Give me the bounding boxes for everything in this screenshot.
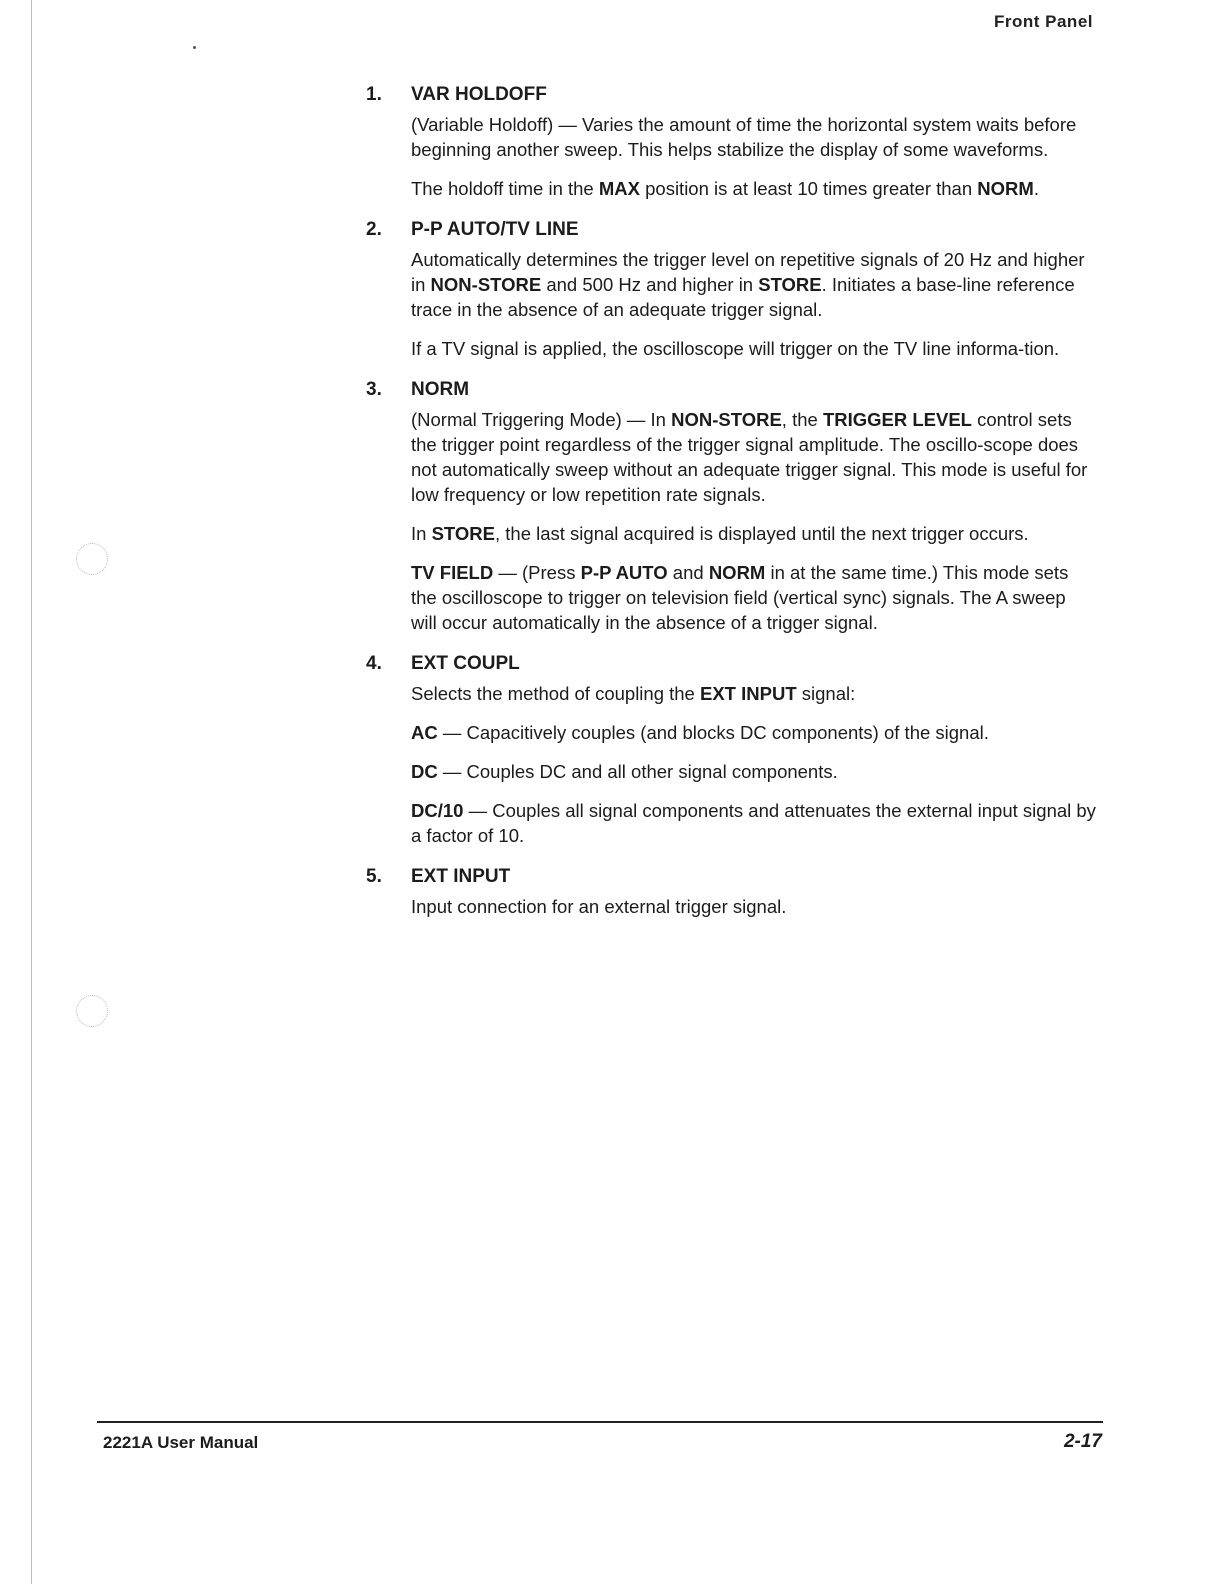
- bold-term: NORM: [977, 178, 1034, 199]
- text-run: (Normal Triggering Mode) — In: [411, 409, 672, 430]
- text-run: The holdoff time in the: [411, 178, 599, 199]
- bold-term: AC: [411, 722, 438, 743]
- punch-hole: [76, 995, 108, 1027]
- item-heading: NORM: [411, 379, 470, 400]
- text-run: — Couples all signal components and attenuates the external input signal by a factor of 10.: [411, 800, 1096, 846]
- item-paragraph: [411, 560, 1096, 635]
- text-run: control sets the trigger point regardless of the trigger signal amplitude. The oscillo-scope does not automatically sweep without an adequate trigger signal. This mode is useful for low frequency or low repetition rate signals.: [411, 409, 1088, 505]
- item-paragraph: [411, 759, 1096, 784]
- item-paragraph: [411, 521, 1096, 546]
- bold-term: MAX: [598, 178, 640, 199]
- text-run: .: [1033, 178, 1039, 199]
- item-paragraph: [411, 176, 1096, 201]
- item-paragraph: [411, 681, 1096, 706]
- text-run: (Variable Holdoff) — Varies the amount of time the horizontal system waits before beginning another sweep. This helps stabilize the display of some waveforms.: [411, 114, 1077, 160]
- footer-rule: [97, 1421, 1103, 1423]
- bold-term: NORM: [708, 562, 766, 583]
- bold-term: DC: [411, 761, 438, 782]
- text-run: Automatically determines the trigger level on repetitive signals of 20 Hz and higher in: [411, 249, 1085, 295]
- item-number: 2.: [366, 219, 382, 240]
- text-run: signal:: [796, 683, 856, 704]
- item-paragraph: [411, 112, 1096, 162]
- list-item: [366, 80, 1096, 201]
- bold-term: TV FIELD: [411, 562, 494, 583]
- page-header-title: Front Panel: [993, 12, 1093, 31]
- bold-term: EXT INPUT: [700, 683, 797, 704]
- text-run: and: [667, 562, 709, 583]
- text-run: — Couples DC and all other signal components.: [437, 761, 838, 782]
- list-item: [366, 375, 1096, 635]
- item-number: 5.: [366, 866, 382, 887]
- item-heading: VAR HOLDOFF: [411, 84, 547, 105]
- text-run: — (Press: [493, 562, 581, 583]
- item-number: 4.: [366, 653, 382, 674]
- item-paragraph: [411, 247, 1096, 322]
- text-run: , the: [781, 409, 823, 430]
- scan-speck: [193, 46, 196, 49]
- bold-term: NON-STORE: [671, 409, 782, 430]
- item-paragraph: [411, 894, 1096, 919]
- item-heading: EXT INPUT: [411, 866, 511, 887]
- item-number: 3.: [366, 379, 382, 400]
- item-number: 1.: [366, 84, 382, 105]
- list-item: [366, 215, 1096, 361]
- item-heading: P-P AUTO/TV LINE: [411, 219, 579, 240]
- text-run: , the last signal acquired is displayed until the next trigger occurs.: [494, 523, 1029, 544]
- text-run: If a TV signal is applied, the oscilloscope will trigger on the TV line informa-tion.: [411, 338, 1060, 359]
- footer-page-number: 2-17: [1063, 1431, 1102, 1452]
- item-heading: EXT COUPL: [411, 653, 520, 674]
- item-paragraph: [411, 336, 1096, 361]
- text-run: In: [411, 523, 432, 544]
- text-run: in at the same time.) This mode sets the oscilloscope to trigger on television field (vertical sync) signals. The A sweep will occur automatically in the absence of a trigger signal.: [411, 562, 1069, 633]
- item-paragraph: [411, 798, 1096, 848]
- footer-manual-title: 2221A User Manual: [103, 1433, 259, 1452]
- punch-hole: [76, 543, 108, 575]
- text-run: Selects the method of coupling the: [411, 683, 700, 704]
- bold-term: NON-STORE: [430, 274, 542, 295]
- list-item: [366, 862, 1096, 919]
- text-run: position is at least 10 times greater than: [639, 178, 978, 199]
- item-paragraph: [411, 407, 1096, 507]
- text-run: and 500 Hz and higher in: [541, 274, 759, 295]
- binding-edge: [31, 0, 32, 1584]
- item-paragraph: [411, 720, 1096, 745]
- bold-term: P-P AUTO: [580, 562, 668, 583]
- text-run: Input connection for an external trigger signal.: [411, 896, 787, 917]
- list-item: [366, 649, 1096, 848]
- text-run: . Initiates a base-line reference trace in the absence of an adequate trigger signal.: [411, 274, 1075, 320]
- document-body: [366, 80, 1096, 933]
- bold-term: STORE: [431, 523, 495, 544]
- text-run: — Capacitively couples (and blocks DC components) of the signal.: [437, 722, 989, 743]
- bold-term: TRIGGER LEVEL: [822, 409, 972, 430]
- bold-term: DC/10: [411, 800, 464, 821]
- bold-term: STORE: [758, 274, 822, 295]
